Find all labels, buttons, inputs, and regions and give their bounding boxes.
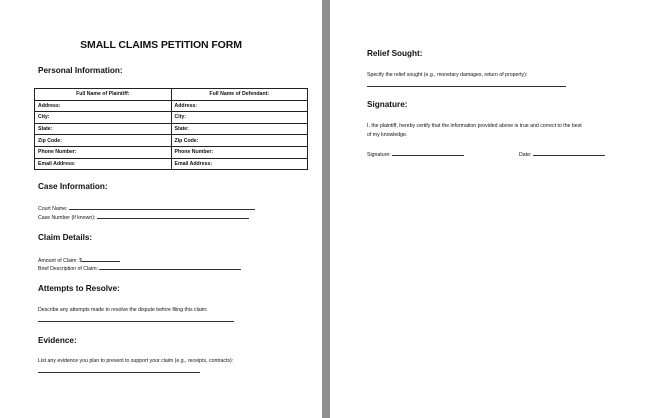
date-blank[interactable] <box>533 150 605 156</box>
attempts-blank[interactable] <box>38 321 234 322</box>
signature-blank[interactable] <box>392 150 464 156</box>
table-row <box>35 112 308 124</box>
claim-details-heading: Claim Details: <box>38 233 93 242</box>
personal-info-table <box>34 88 308 170</box>
evidence-prompt: List any evidence you plan to present to support your claim (e.g., receipts, contracts): <box>38 358 234 364</box>
defendant-address-cell[interactable]: Address: <box>171 100 308 112</box>
plaintiff-zip-cell[interactable]: Zip Code: <box>35 135 172 147</box>
attempts-heading: Attempts to Resolve: <box>38 284 120 293</box>
document-page-2 <box>330 0 652 418</box>
table-row <box>35 100 308 112</box>
defendant-name-header: Full Name of Defendant: <box>171 89 308 101</box>
case-number-blank[interactable] <box>97 213 249 219</box>
certification-line-2: of my knowledge. <box>367 132 408 138</box>
plaintiff-phone-cell[interactable]: Phone Number: <box>35 146 172 158</box>
relief-sought-heading: Relief Sought: <box>367 49 423 58</box>
claim-description-row <box>38 264 241 272</box>
case-info-heading: Case Information: <box>38 182 108 191</box>
claim-description-blank[interactable] <box>99 264 241 270</box>
evidence-blank[interactable] <box>38 372 200 373</box>
plaintiff-address-cell[interactable]: Address: <box>35 100 172 112</box>
claim-description-label: Brief Description of Claim: <box>38 266 98 272</box>
form-title: SMALL CLAIMS PETITION FORM <box>80 39 242 51</box>
defendant-phone-cell[interactable]: Phone Number: <box>171 146 308 158</box>
evidence-heading: Evidence: <box>38 336 77 345</box>
court-name-row <box>38 204 255 212</box>
court-name-blank[interactable] <box>69 204 255 210</box>
court-name-label: Court Name: <box>38 206 68 212</box>
table-row <box>35 123 308 135</box>
plaintiff-city-cell[interactable]: City: <box>35 112 172 124</box>
defendant-email-cell[interactable]: Email Address: <box>171 158 308 170</box>
personal-info-heading: Personal Information: <box>38 66 123 75</box>
table-row <box>35 146 308 158</box>
claim-amount-blank[interactable] <box>82 256 120 262</box>
relief-blank[interactable] <box>367 86 566 87</box>
certification-line-1: I, the plaintiff, hereby certify that the information provided above is true and correct to the best <box>367 123 582 129</box>
claim-amount-label: Amount of Claim: $ <box>38 258 83 264</box>
plaintiff-email-cell[interactable]: Email Address: <box>35 158 172 170</box>
table-header-row <box>35 89 308 101</box>
defendant-state-cell[interactable]: State: <box>171 123 308 135</box>
defendant-city-cell[interactable]: City: <box>171 112 308 124</box>
table-row <box>35 158 308 170</box>
document-page-1 <box>0 0 322 418</box>
plaintiff-state-cell[interactable]: State: <box>35 123 172 135</box>
claim-amount-row <box>38 256 120 264</box>
table-row <box>35 135 308 147</box>
signature-label: Signature: <box>367 152 391 158</box>
case-number-label: Case Number (if known): <box>38 215 96 221</box>
case-number-row <box>38 213 249 221</box>
date-row <box>519 150 605 158</box>
relief-prompt: Specify the relief sought (e.g., monetary damages, return of property): <box>367 72 528 78</box>
attempts-prompt: Describe any attempts made to resolve the dispute before filing this claim: <box>38 307 208 313</box>
defendant-zip-cell[interactable]: Zip Code: <box>171 135 308 147</box>
signature-heading: Signature: <box>367 100 408 109</box>
date-label: Date: <box>519 152 532 158</box>
plaintiff-name-header: Full Name of Plaintiff: <box>35 89 172 101</box>
signature-row <box>367 150 464 158</box>
